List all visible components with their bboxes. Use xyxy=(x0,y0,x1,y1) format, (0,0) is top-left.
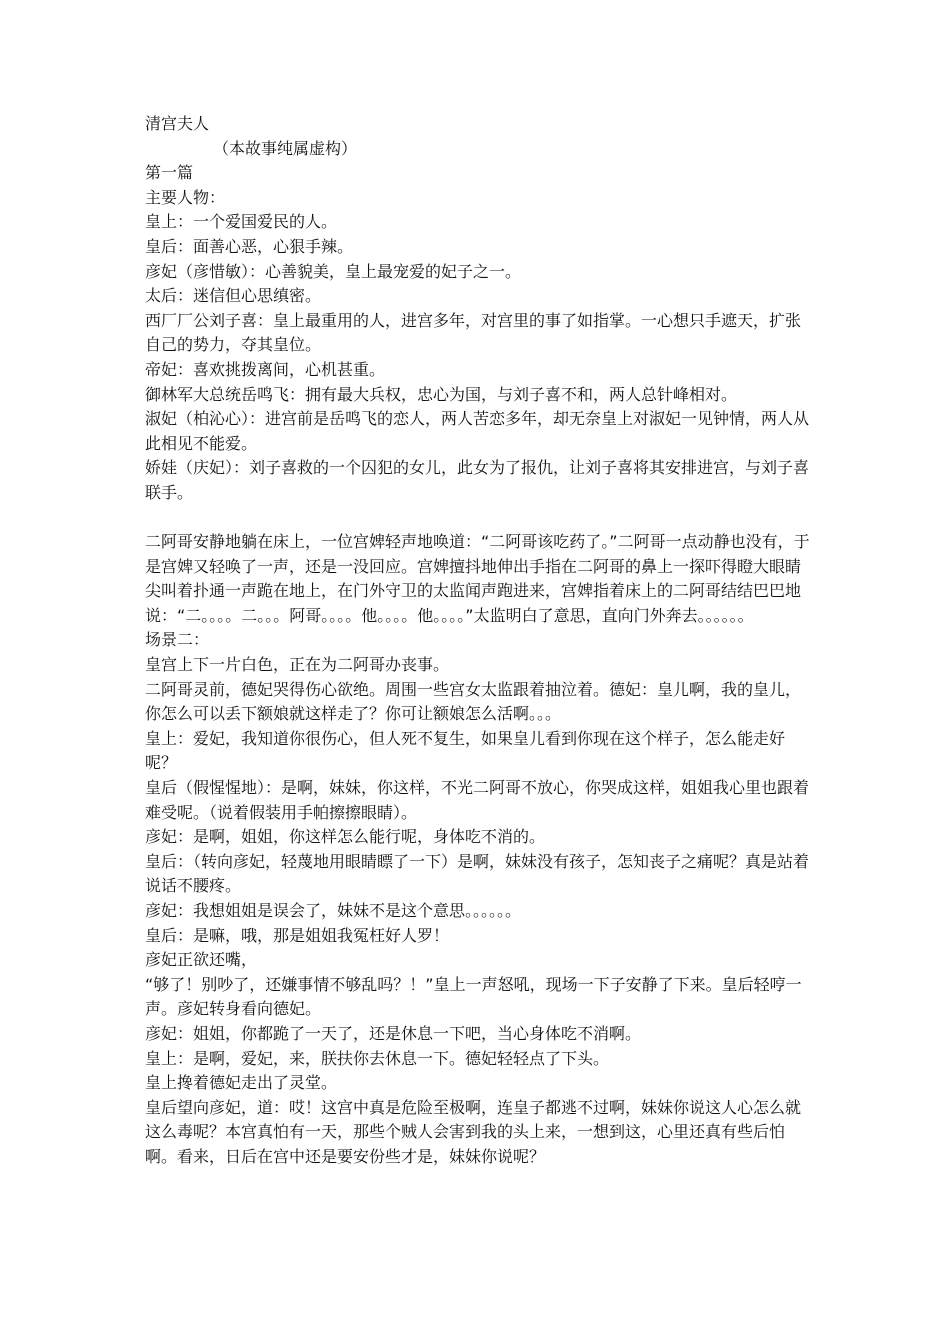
scene-one-paragraph: 二阿哥安静地躺在床上，一位宫婢轻声地唤道：“二阿哥该吃药了。”二阿哥一点动静也没有，于是宫婢又轻唤了一声，还是一没回应。宫婢擅抖地伸出手指在二阿哥的鼻上一探吓得瞪大眼睛尖叫着扑通一声跪在地上，在门外守卫的太监闻声跑进来，宫婢指着床上的二阿哥结结巴巴地说：“二。。。。二。。。阿哥。。。。他。。。。他。。。。”太监明白了意思，直向门外奔去。。。。。。 xyxy=(145,532,810,625)
blank-line xyxy=(145,506,813,531)
chapter-heading: 第一篇 xyxy=(145,163,194,183)
characters-heading: 主要人物： xyxy=(145,187,226,207)
story-paragraph: 皇宫上下一片白色，正在为二阿哥办丧事。 xyxy=(145,655,450,675)
document-title: 清宫夫人 xyxy=(145,114,210,133)
story-paragraph: 皇上搀着德妃走出了灵堂。 xyxy=(145,1073,338,1093)
character-entry: 娇娃（庆妃）：刘子喜救的一个囚犯的女儿，此女为了报仇，让刘子喜将其安排进宫，与刘子喜联手。 xyxy=(145,458,810,502)
story-paragraph: 皇后（假惺惺地）：是啊，妹妹，你这样，不光二阿哥不放心，你哭成这样，姐姐我心里也跟着难受呢。（说着假装用手帕擦擦眼睛）。 xyxy=(145,778,810,822)
story-paragraph: 皇上：是啊，爱妃，来，朕扶你去休息一下。德妃轻轻点了下头。 xyxy=(145,1048,610,1068)
story-paragraph: 彦妃：是啊，姐姐，你这样怎么能行呢，身体吃不消的。 xyxy=(145,827,546,847)
story-paragraph: 彦妃：我想姐姐是误会了，妹妹不是这个意思。。。。。。 xyxy=(145,901,522,920)
character-entry: 太后：迷信但心思缜密。 xyxy=(145,286,322,306)
character-entry: 彦妃（彦惜敏）：心善貌美，皇上最宠爱的妃子之一。 xyxy=(145,261,522,281)
character-entry: 帝妃：喜欢挑拨离间，心机甚重。 xyxy=(145,359,386,379)
scene-two-heading: 场景二： xyxy=(145,630,210,650)
story-paragraph: “够了！别吵了，还嫌事情不够乱吗？！”皇上一声怒吼，现场一下子安静了下来。皇后轻哼一声。彦妃转身看向德妃。 xyxy=(145,974,802,1019)
story-paragraph: 皇上：爱妃，我知道你很伤心，但人死不复生，如果皇儿看到你现在这个样子，怎么能走好呢？ xyxy=(145,728,786,773)
story-paragraph: 彦妃正欲还嘴， xyxy=(145,950,258,970)
character-entry: 御林军大总统岳鸣飞：拥有最大兵权，忠心为国，与刘子喜不和，两人总针峰相对。 xyxy=(145,384,738,404)
story-paragraph: 二阿哥灵前，德妃哭得伤心欲绝。周围一些宫女太监跟着抽泣着。德妃：皇儿啊，我的皇儿，你怎么可以丢下额娘就这样走了？你可让额娘怎么活啊。。。 xyxy=(145,679,802,724)
character-entry: 皇上：一个爱国爱民的人。 xyxy=(145,212,338,232)
story-paragraph: 彦妃：姐姐，你都跪了一天了，还是休息一下吧，当心身体吃不消啊。 xyxy=(145,1023,642,1043)
story-paragraph: 皇后：（转向彦妃，轻蔑地用眼睛瞟了一下）是啊，妹妹没有孩子，怎知丧子之痛呢？真是站着说话不腰疼。 xyxy=(145,851,810,896)
story-paragraph: 皇后：是嘛，哦，那是姐姐我冤枉好人罗！ xyxy=(145,925,450,945)
character-entry: 西厂厂公刘子喜：皇上最重用的人，进宫多年，对宫里的事了如指掌。一心想只手遮天，扩张自己的势力，夺其皇位。 xyxy=(145,310,802,355)
story-paragraph: 皇后望向彦妃，道：哎！这宫中真是危险至极啊，连皇子都逃不过啊，妹妹你说这人心怎么就这么毒呢？本宫真怕有一天，那些个贼人会害到我的头上来，一想到这，心里还真有些后怕啊。看来，日后在宫中还是要安份些才是，妹妹你说呢？ xyxy=(145,1097,802,1166)
character-entry: 皇后：面善心恶，心狠手辣。 xyxy=(145,236,354,256)
document-subtitle: （本故事纯属虚构） xyxy=(213,138,358,158)
character-entry: 淑妃（柏沁心）：进宫前是岳鸣飞的恋人，两人苦恋多年，却无奈皇上对淑妃一见钟情，两人从此相见不能爱。 xyxy=(145,409,810,453)
document-page xyxy=(145,112,813,1170)
